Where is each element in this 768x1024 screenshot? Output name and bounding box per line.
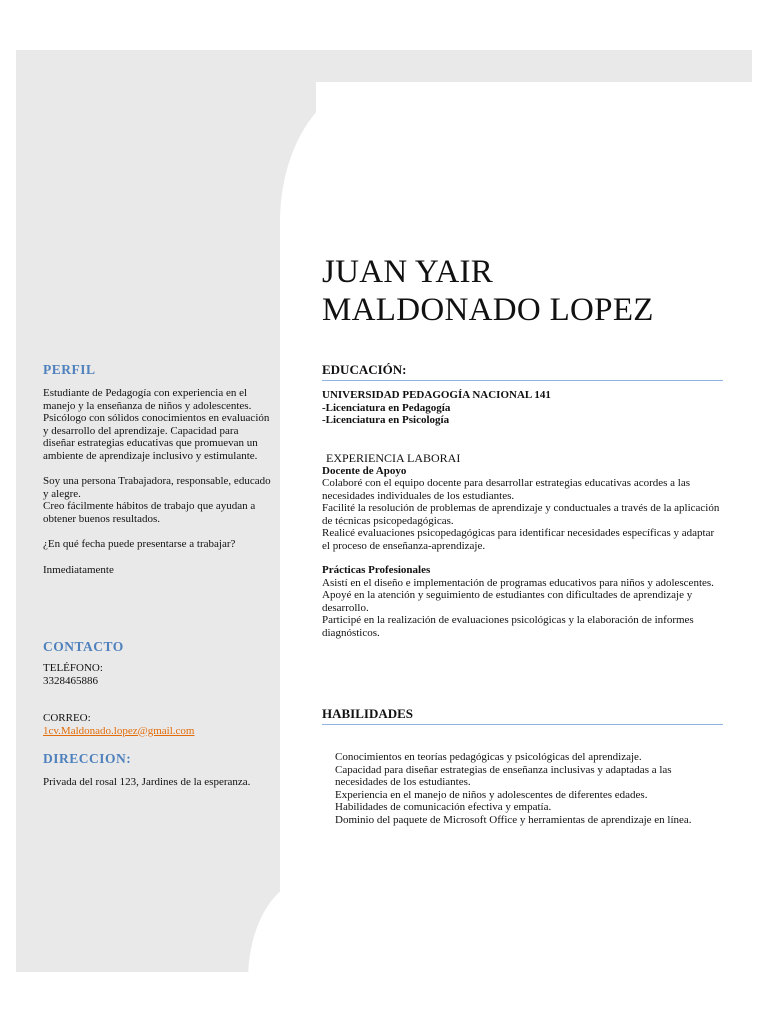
practicas-line-2: Apoyé en la atención y seguimiento de estudiantes con dificultades de aprendizaje y desarrollo. bbox=[322, 589, 693, 614]
educacion-rule bbox=[322, 380, 723, 381]
candidate-name bbox=[322, 253, 654, 329]
contacto-section bbox=[43, 662, 271, 737]
educacion-section bbox=[322, 389, 724, 427]
list-item: Capacidad para diseñar estrategias de enseñanza inclusivas y adaptadas a las necesidades de los estudiantes. bbox=[335, 763, 672, 788]
list-item: Experiencia en el manejo de niños y adolescentes de diferentes edades. bbox=[335, 788, 648, 801]
availability-answer: Inmediatamente bbox=[43, 563, 114, 576]
perfil-heading: PERFIL bbox=[43, 362, 96, 377]
experience-line-1: Colaboré con el equipo docente para desarrollar estrategias educativas acordes a las necesidades individuales de los estudiantes. bbox=[322, 477, 691, 502]
phone-number: 3328465886 bbox=[43, 674, 98, 687]
practicas-line-1: Asistí en el diseño e implementación de programas educativos para niños y adolescentes. bbox=[322, 576, 714, 589]
email-link[interactable]: 1cv.Maldonado.lopez@gmail.com bbox=[43, 724, 195, 737]
perfil-paragraph: Estudiante de Pedagogía con experiencia en el manejo y la enseñanza de niños y adolescentes. Psicólogo con sólidos conocimientos en evaluación y desarrollo del aprendizaje. Capacidad para diseñar estrategias educativas que promuevan un ambiente de aprendizaje inclusivo y estimulante. bbox=[43, 387, 270, 462]
habilidades-rule bbox=[322, 724, 723, 725]
availability-question: ¿En qué fecha puede presentarse a trabajar? bbox=[43, 538, 236, 550]
email-label: CORREO: bbox=[43, 712, 91, 724]
experience-line-2: Facilité la resolución de problemas de aprendizaje y conductuales a través de la aplicación de técnicas psicopedagógicas. bbox=[322, 502, 720, 527]
school-name: UNIVERSIDAD PEDAGOGÍA NACIONAL 141 bbox=[322, 389, 551, 401]
experiencia-heading: EXPERIENCIA LABORAI bbox=[326, 451, 461, 465]
list-item: Habilidades de comunicación efectiva y empatía. bbox=[335, 801, 552, 813]
habilidades-heading: HABILIDADES bbox=[322, 706, 414, 721]
perfil-personality: Soy una persona Trabajadora, responsable, educado y alegre. bbox=[43, 475, 271, 500]
perfil-habits: Creo fácilmente hábitos de trabajo que ayudan a obtener buenos resultados. bbox=[43, 500, 256, 525]
educacion-heading: EDUCACIÓN: bbox=[322, 362, 407, 377]
role-title: Docente de Apoyo bbox=[322, 464, 407, 477]
address-text: Privada del rosal 123, Jardines de la esperanza. bbox=[43, 776, 251, 788]
direccion-section bbox=[43, 776, 271, 789]
list-item: Dominio del paquete de Microsoft Office y herramientas de aprendizaje en línea. bbox=[335, 813, 692, 826]
practicas-title: Prácticas Profesionales bbox=[322, 564, 431, 576]
degree-pedagogia: -Licenciatura en Pedagogía bbox=[322, 401, 451, 414]
degree-psicologia: -Licenciatura en Psicología bbox=[322, 414, 450, 426]
name-line-2: MALDONADO LOPEZ bbox=[322, 292, 654, 328]
phone-label: TELÉFONO: bbox=[43, 662, 103, 674]
direccion-heading: DIRECCION: bbox=[43, 751, 132, 766]
experiencia-section bbox=[322, 452, 724, 639]
perfil-section bbox=[43, 387, 271, 576]
practicas-line-3: Participé en la realización de evaluaciones psicológicas y la elaboración de informes diagnósticos. bbox=[322, 614, 694, 639]
experience-line-3: Realicé evaluaciones psicopedagógicas para identificar necesidades específicas y adaptar el proceso de enseñanza-aprendizaje. bbox=[322, 527, 715, 552]
habilidades-list bbox=[335, 751, 725, 826]
list-item: Conocimientos en teorías pedagógicas y psicológicas del aprendizaje. bbox=[335, 751, 642, 763]
contacto-heading: CONTACTO bbox=[43, 639, 124, 654]
name-line-1: JUAN YAIR bbox=[322, 254, 494, 290]
header-band-background bbox=[16, 50, 752, 82]
